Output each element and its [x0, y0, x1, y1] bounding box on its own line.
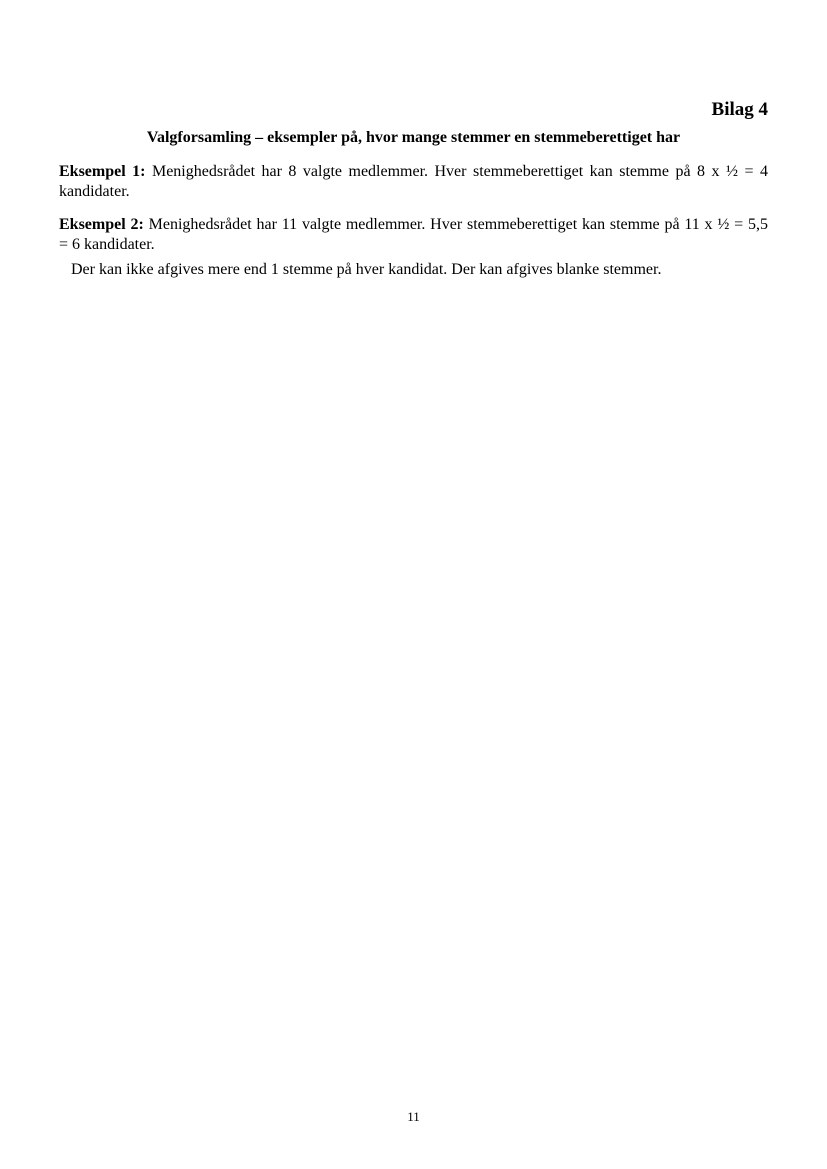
voting-rule-note: Der kan ikke afgives mere end 1 stemme på hver kandidat. Der kan afgives blanke stemmer. [71, 261, 662, 278]
document-title: Valgforsamling – eksempler på, hvor mange stemmer en stemmeberettiget har [146, 129, 681, 146]
example-paragraph-2 [59, 215, 768, 255]
page-number: 11 [407, 1109, 420, 1124]
appendix-label: Bilag 4 [711, 99, 768, 120]
example-2-text: Menighedsrådet har 11 valgte medlemmer. Hver stemmeberettiget kan stemme på 11 x ½ = 5,5 = 6 kandidater. [59, 216, 768, 253]
example-1-label: Eksempel 1: [59, 163, 146, 180]
example-1-text: Menighedsrådet har 8 valgte medlemmer. Hver stemmeberettiget kan stemme på 8 x ½ = 4 kandidater. [59, 163, 768, 200]
example-2-label: Eksempel 2: [59, 216, 144, 233]
example-paragraph-1 [59, 162, 768, 202]
